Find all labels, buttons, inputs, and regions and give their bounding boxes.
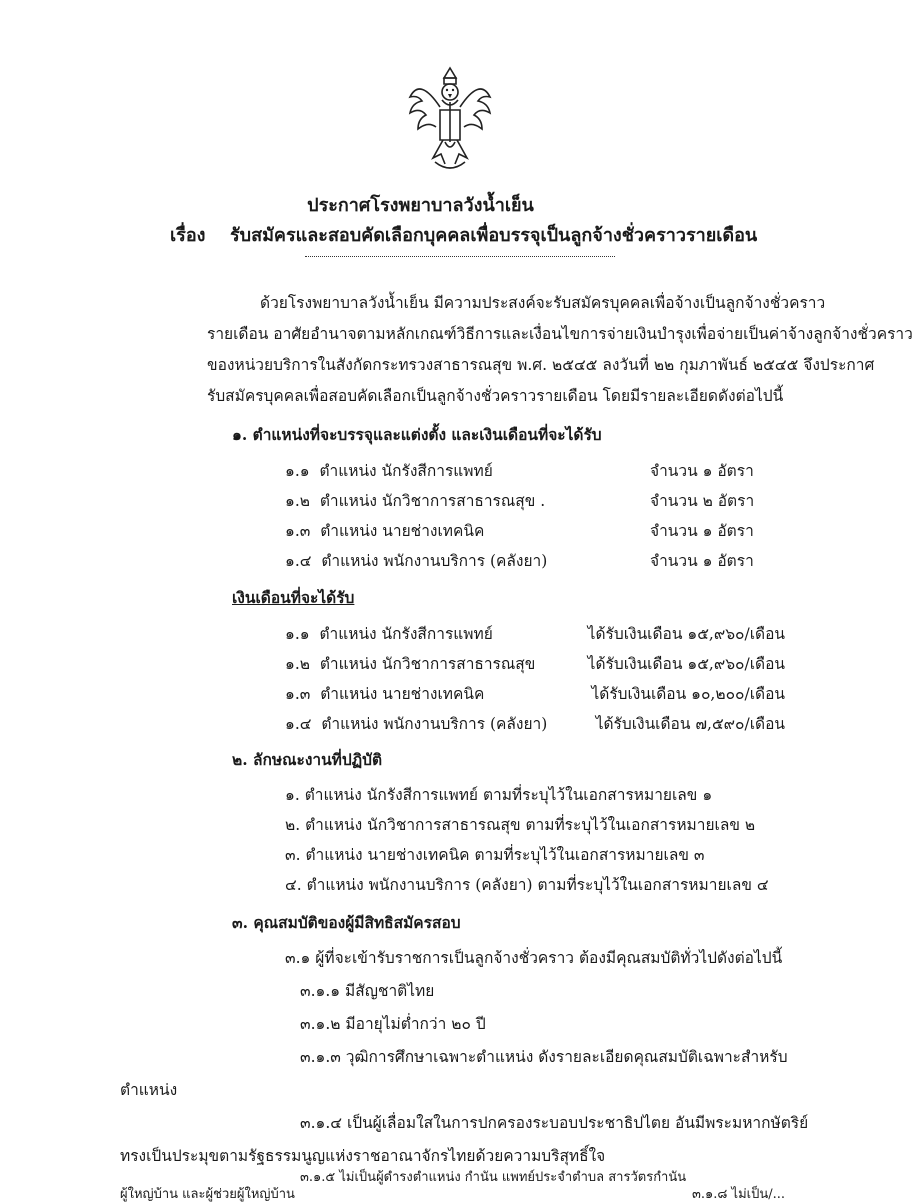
salary-num: ๑.๒ xyxy=(285,655,310,673)
salary-row xyxy=(285,681,484,706)
salary-label: ตำแหน่ง นายช่างเทคนิค xyxy=(320,685,485,703)
section3-heading: ๓. คุณสมบัติของผู้มีสิทธิสมัครสอบ xyxy=(232,913,461,932)
duty-item: ๒. ตำแหน่ง นักวิชาการสาธารณสุข ตามที่ระบุไว้ในเอกสารหมายเลข ๒ xyxy=(285,816,756,834)
intro-line-1: ด้วยโรงพยาบาลวังน้ำเย็น มีความประสงค์จะรับสมัครบุคคลเพื่อจ้างเป็นลูกจ้างชั่วคราว xyxy=(260,294,826,312)
salary-row xyxy=(285,621,493,646)
position-label: ตำแหน่ง พนักงานบริการ (คลังยา) xyxy=(321,552,548,570)
position-count: จำนวน ๑ อัตรา xyxy=(650,552,754,570)
position-num: ๑.๓ xyxy=(285,522,311,540)
subject-text: รับสมัครและสอบคัดเลือกบุคคลเพื่อบรรจุเป็นลูกจ้างชั่วคราวรายเดือน xyxy=(229,225,758,246)
salary-num: ๑.๑ xyxy=(285,625,310,643)
position-count: จำนวน ๑ อัตรา xyxy=(650,462,754,480)
salary-row xyxy=(285,711,547,736)
position-row xyxy=(285,548,547,573)
qualification-item-cont: ทรงเป็นประมุขตามรัฐธรรมนูญแห่งราชอาณาจักรไทยด้วยความบริสุทธิ์ใจ xyxy=(120,1147,606,1165)
salary-amount: ได้รับเงินเดือน ๗,๕๙๐/เดือน xyxy=(595,715,785,733)
salary-amount: ได้รับเงินเดือน ๑๐,๒๐๐/เดือน xyxy=(591,685,785,703)
position-row xyxy=(285,518,484,543)
title-divider xyxy=(305,256,615,257)
salary-label: ตำแหน่ง นักวิชาการสาธารณสุข xyxy=(319,655,536,673)
salary-num: ๑.๔ xyxy=(285,715,312,733)
salary-num: ๑.๓ xyxy=(285,685,311,703)
position-label: ตำแหน่ง นักวิชาการสาธารณสุข . xyxy=(319,492,546,510)
position-count: จำนวน ๑ อัตรา xyxy=(650,522,754,540)
position-num: ๑.๑ xyxy=(285,462,310,480)
salary-label: ตำแหน่ง พนักงานบริการ (คลังยา) xyxy=(321,715,548,733)
section2-heading: ๒. ลักษณะงานที่ปฏิบัติ xyxy=(232,750,383,769)
duty-item: ๓. ตำแหน่ง นายช่างเทคนิค ตามที่ระบุไว้ในเอกสารหมายเลข ๓ xyxy=(285,846,705,864)
salary-amount: ได้รับเงินเดือน ๑๕,๙๖๐/เดือน xyxy=(587,655,785,673)
duty-item: ๑. ตำแหน่ง นักรังสีการแพทย์ ตามที่ระบุไว้ในเอกสารหมายเลข ๑ xyxy=(285,786,713,804)
position-num: ๑.๒ xyxy=(285,492,310,510)
page-continuation: ๓.๑.๘ ไม่เป็น/... xyxy=(691,1187,785,1202)
position-row xyxy=(285,488,545,513)
qualification-item-cont: ตำแหน่ง xyxy=(120,1081,178,1099)
position-label: ตำแหน่ง นักรังสีการแพทย์ xyxy=(319,462,493,480)
position-row xyxy=(285,458,493,483)
qualification-item: ๓.๑.๕ ไม่เป็นผู้ดำรงตำแหน่ง กำนัน แพทย์ประจำตำบล สารวัตรกำนัน xyxy=(300,1170,687,1185)
position-count: จำนวน ๒ อัตรา xyxy=(650,492,755,510)
qualification-general: ๓.๑ ผู้ที่จะเข้ารับราชการเป็นลูกจ้างชั่วคราว ต้องมีคุณสมบัติทั่วไปดังต่อไปนี้ xyxy=(285,949,783,967)
qualification-item: ๓.๑.๓ วุฒิการศึกษาเฉพาะตำแหน่ง ดังรายละเอียดคุณสมบัติเฉพาะสำหรับ xyxy=(300,1048,788,1066)
subject-line xyxy=(170,220,757,249)
salary-amount: ได้รับเงินเดือน ๑๕,๙๖๐/เดือน xyxy=(587,625,785,643)
position-num: ๑.๔ xyxy=(285,552,312,570)
salary-heading: เงินเดือนที่จะได้รับ xyxy=(232,588,355,607)
intro-line-3: ของหน่วยบริการในสังกัดกระทรวงสาธารณสุข พ.ศ. ๒๕๔๕ ลงวันที่ ๒๒ กุมภาพันธ์ ๒๕๔๕ จึงประกาศ xyxy=(207,356,875,374)
qualification-item: ๓.๑.๒ มีอายุไม่ต่ำกว่า ๒๐ ปี xyxy=(300,1015,486,1033)
qualification-item: ๓.๑.๔ เป็นผู้เลื่อมใสในการปกครองระบอบประชาธิปไตย อันมีพระมหากษัตริย์ xyxy=(300,1114,809,1132)
subject-label: เรื่อง xyxy=(170,225,206,246)
section1-heading: ๑. ตำแหน่งที่จะบรรจุและแต่งตั้ง และเงินเดือนที่จะได้รับ xyxy=(232,425,602,444)
intro-line-2: รายเดือน อาศัยอำนาจตามหลักเกณฑ์วิธีการและเงื่อนไขการจ่ายเงินบำรุงเพื่อจ่ายเป็นค่าจ้างลูกจ้างชั่วคราว xyxy=(207,325,913,343)
salary-label: ตำแหน่ง นักรังสีการแพทย์ xyxy=(319,625,493,643)
intro-line-4: รับสมัครบุคคลเพื่อสอบคัดเลือกเป็นลูกจ้างชั่วคราวรายเดือน โดยมีรายละเอียดดังต่อไปนี้ xyxy=(207,387,784,405)
page-title: ประกาศโรงพยาบาลวังน้ำเย็น xyxy=(307,195,534,216)
duty-item: ๔. ตำแหน่ง พนักงานบริการ (คลังยา) ตามที่ระบุไว้ในเอกสารหมายเลข ๔ xyxy=(285,876,769,894)
salary-row xyxy=(285,651,535,676)
garuda-emblem-icon xyxy=(405,62,495,177)
qualification-item: ๓.๑.๑ มีสัญชาติไทย xyxy=(300,982,435,1000)
qualification-item-cont: ผู้ใหญ่บ้าน และผู้ช่วยผู้ใหญ่บ้าน xyxy=(120,1187,295,1202)
position-label: ตำแหน่ง นายช่างเทคนิค xyxy=(320,522,485,540)
